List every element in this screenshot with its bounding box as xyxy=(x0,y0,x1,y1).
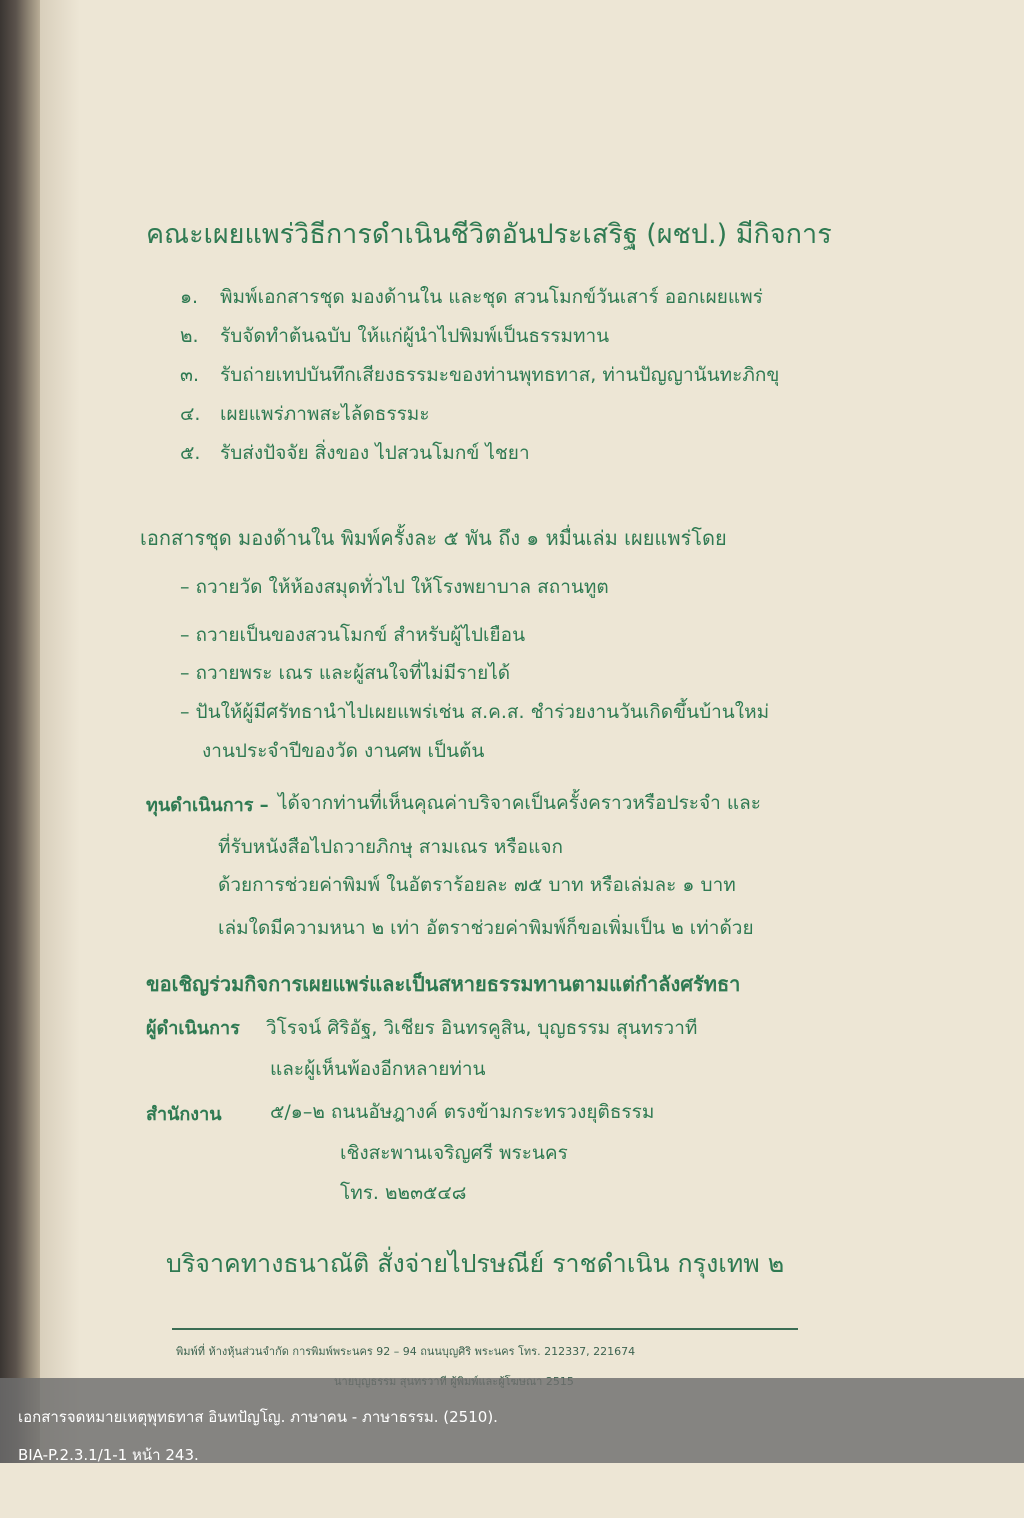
distribution-item: – ปันให้ผู้มีศรัทธานำไปเผยแพร่เช่น ส.ค.ส. ชำร่วยงานวันเกิดขึ้นบ้านใหม่ xyxy=(180,701,770,723)
distribution-intro: เอกสารชุด มองด้านใน พิมพ์ครั้งละ ๕ พัน ถึง ๑ หมื่นเล่ม เผยแพร่โดย xyxy=(140,526,727,550)
distribution-item: – ถวายเป็นของสวนโมกข์ สำหรับผู้ไปเยือน xyxy=(180,624,526,646)
list-item xyxy=(180,278,779,317)
item-text: รับถ่ายเทปบันทึกเสียงธรรมะของท่านพุทธทาส, ท่านปัญญานันทะภิกขุ xyxy=(220,364,780,386)
list-item xyxy=(180,317,779,356)
list-item xyxy=(180,356,779,395)
list-item xyxy=(180,434,779,473)
office-phone: โทร. ๒๒๓๕๔๘ xyxy=(340,1182,467,1204)
fund-line: เล่มใดมีความหนา ๒ เท่า อัตราช่วยค่าพิมพ์ก็ขอเพิ่มเป็น ๒ เท่าด้วย xyxy=(218,917,754,939)
page-bottom xyxy=(0,1463,1024,1518)
printer-line: พิมพ์ที่ ห้างหุ้นส่วนจำกัด การพิมพ์พระนคร 92 – 94 ถนนบุญศิริ พระนคร โทร. 212337, 221674 xyxy=(176,1345,636,1358)
distribution-item: – ถวายวัด ให้ห้องสมุดทั่วไป ให้โรงพยาบาล สถานทูต xyxy=(180,576,609,598)
caption-reference: BIA-P.2.3.1/1-1 หน้า 243. xyxy=(18,1446,199,1464)
fund-line: ด้วยการช่วยค่าพิมพ์ ในอัตราร้อยละ ๗๕ บาท หรือเล่มละ ๑ บาท xyxy=(218,874,736,896)
item-number: ๒. xyxy=(180,325,199,347)
distribution-item-continued: งานประจำปีของวัด งานศพ เป็นต้น xyxy=(202,740,485,762)
fund-line: ได้จากท่านที่เห็นคุณค่าบริจาคเป็นครั้งคราวหรือประจำ และ xyxy=(278,792,761,814)
page-title: คณะเผยแพร่วิธีการดำเนินชีวิตอันประเสริฐ (ผชป.) มีกิจการ xyxy=(146,219,832,250)
fund-line: ที่รับหนังสือไปถวายภิกษุ สามเณร หรือแจก xyxy=(218,836,563,858)
fund-label: ทุนดำเนินการ – xyxy=(146,795,269,816)
item-text: เผยแพร่ภาพสะไล้ดธรรมะ xyxy=(220,403,430,425)
list-item xyxy=(180,395,779,434)
document-page xyxy=(40,0,1024,1518)
item-text: รับส่งปัจจัย สิ่งของ ไปสวนโมกข์ ไชยา xyxy=(220,442,530,464)
item-number: ๓. xyxy=(180,364,200,386)
activities-list xyxy=(180,278,779,473)
item-number: ๕. xyxy=(180,442,201,464)
book-spine xyxy=(0,0,40,1518)
organizers-line: วิโรจน์ ศิริอัฐ, วิเชียร อินทรคูสิน, บุญธรรม สุนทรวาที xyxy=(266,1017,698,1039)
office-line: ๕/๑–๒ ถนนอัษฎางค์ ตรงข้ามกระทรวงยุติธรรม xyxy=(270,1101,655,1123)
caption-title: เอกสารจดหมายเหตุพุทธทาส อินทปัญโญ. ภาษาคน - ภาษาธรรม. (2510). xyxy=(18,1408,498,1426)
invitation-heading: ขอเชิญร่วมกิจการเผยแพร่และเป็นสหายธรรมทานตามแต่กำลังศรัทธา xyxy=(146,972,741,996)
item-number: ๑. xyxy=(180,286,199,308)
organizers-label: ผู้ดำเนินการ xyxy=(146,1018,240,1039)
office-label: สำนักงาน xyxy=(146,1104,222,1125)
item-text: พิมพ์เอกสารชุด มองด้านใน และชุด สวนโมกข์วันเสาร์ ออกเผยแพร่ xyxy=(220,286,763,308)
donation-info: บริจาคทางธนาณัติ สั่งจ่ายไปรษณีย์ ราชดำเนิน กรุงเทพ ๒ xyxy=(166,1249,785,1278)
organizers-line: และผู้เห็นพ้องอีกหลายท่าน xyxy=(270,1058,486,1080)
item-text: รับจัดทำต้นฉบับ ให้แก่ผู้นำไปพิมพ์เป็นธรรมทาน xyxy=(220,325,610,347)
office-line: เชิงสะพานเจริญศรี พระนคร xyxy=(340,1142,568,1164)
distribution-item: – ถวายพระ เณร และผู้สนใจที่ไม่มีรายได้ xyxy=(180,662,511,684)
divider xyxy=(172,1328,798,1330)
item-number: ๔. xyxy=(180,403,201,425)
